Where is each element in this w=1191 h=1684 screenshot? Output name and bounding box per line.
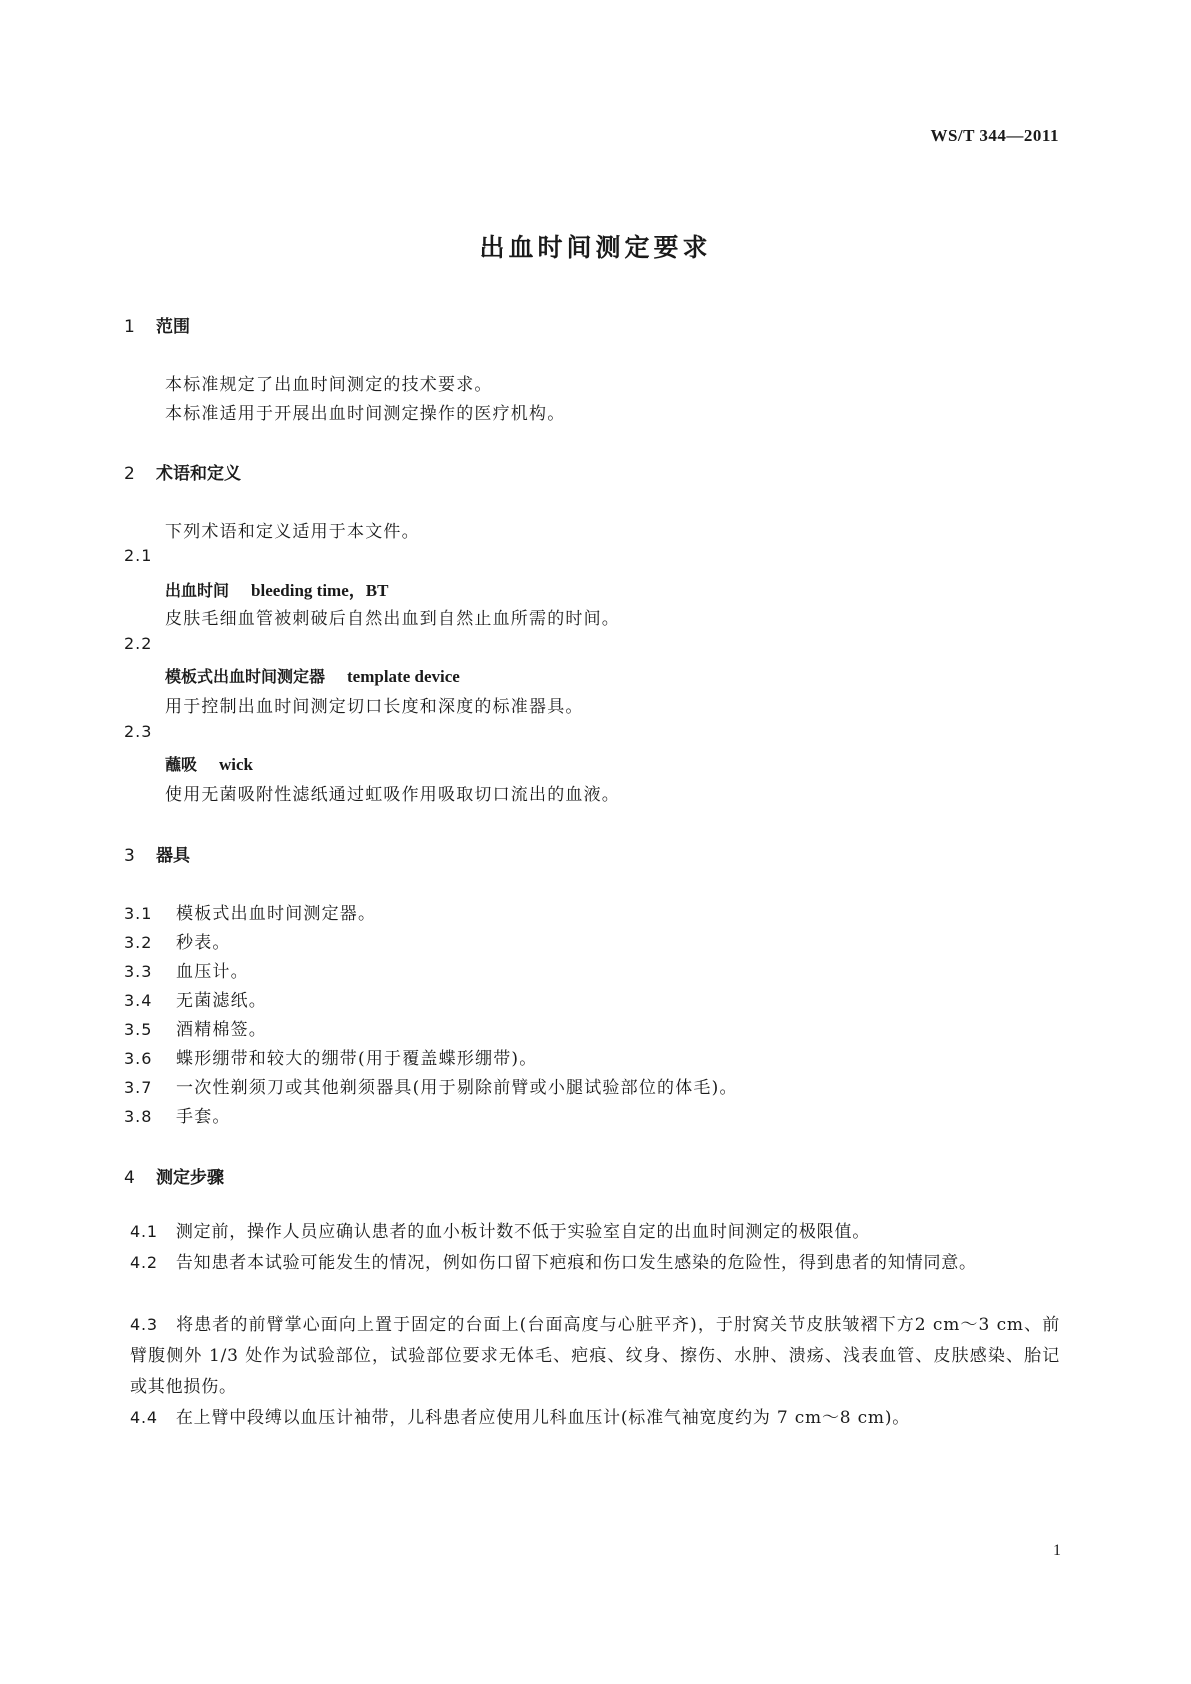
paragraph: 下列术语和定义适用于本文件。	[165, 522, 420, 542]
procedure-step	[130, 1402, 1060, 1434]
item-text: 酒精棉签。	[176, 1020, 267, 1040]
list-item	[124, 957, 249, 982]
term-zh: 模板式出血时间测定器	[165, 667, 326, 686]
paragraph: 本标准规定了出血时间测定的技术要求。	[165, 375, 493, 395]
section-4-heading	[124, 1163, 224, 1188]
item-number: 3.6	[124, 1049, 153, 1068]
section-title: 范围	[156, 317, 190, 337]
step-number: 4.3	[130, 1315, 158, 1334]
section-number: 3	[124, 846, 135, 866]
item-text: 手套。	[176, 1107, 231, 1127]
item-number: 3.3	[124, 962, 153, 981]
term-title	[165, 752, 253, 775]
term-zh: 出血时间	[165, 581, 230, 600]
procedure-step	[130, 1216, 1060, 1248]
list-item	[124, 1102, 231, 1127]
list-item	[124, 1044, 537, 1069]
step-number: 4.2	[130, 1253, 158, 1272]
section-title: 术语和定义	[156, 464, 241, 484]
section-number: 2	[124, 464, 135, 484]
section-1-heading	[124, 312, 190, 337]
paragraph: 本标准适用于开展出血时间测定操作的医疗机构。	[165, 404, 566, 424]
item-text: 无菌滤纸。	[176, 991, 267, 1011]
section-title: 器具	[156, 846, 190, 866]
step-text: 告知患者本试验可能发生的情况，例如伤口留下疤痕和伤口发生感染的危险性，得到患者的知情同意。	[175, 1253, 977, 1273]
list-item	[124, 1073, 738, 1098]
list-item	[124, 1015, 267, 1040]
list-item	[124, 899, 376, 924]
term-number: 2.2	[124, 634, 153, 653]
item-text: 模板式出血时间测定器。	[176, 904, 377, 924]
item-number: 3.4	[124, 991, 153, 1010]
term-title	[165, 576, 388, 601]
procedure-step	[130, 1247, 1060, 1279]
standard-number: WS/T 344—2011	[930, 126, 1059, 145]
step-number: 4.1	[130, 1222, 158, 1241]
section-2-heading	[124, 459, 241, 484]
step-text: 在上臂中段缚以血压计袖带，儿科患者应使用儿科血压计(标准气袖宽度约为 7 cm～8 cm)。	[175, 1408, 911, 1428]
step-text: 将患者的前臂掌心面向上置于固定的台面上(台面高度与心脏平齐)，于肘窝关节皮肤皱褶下方2 cm～3 cm、前臂腹侧外 1/3 处作为试验部位，试验部位要求无体毛、疤痕、纹身、擦伤、水肿、溃疡、浅表血管、皮肤感染、胎记或其他损伤。	[130, 1315, 1060, 1397]
step-number: 4.4	[130, 1408, 158, 1427]
step-text: 测定前，操作人员应确认患者的血小板计数不低于实验室自定的出血时间测定的极限值。	[175, 1222, 871, 1242]
item-number: 3.8	[124, 1107, 153, 1126]
term-definition: 皮肤毛细血管被刺破后自然出血到自然止血所需的时间。	[165, 609, 620, 629]
item-number: 3.2	[124, 933, 153, 952]
procedure-step	[130, 1309, 1060, 1403]
item-text: 秒表。	[176, 933, 231, 953]
term-title	[165, 664, 460, 687]
item-text: 血压计。	[176, 962, 249, 982]
term-definition: 使用无菌吸附性滤纸通过虹吸作用吸取切口流出的血液。	[165, 785, 620, 805]
item-text: 一次性剃须刀或其他剃须器具(用于剔除前臂或小腿试验部位的体毛)。	[176, 1078, 738, 1098]
section-number: 1	[124, 317, 135, 337]
term-en: wick	[219, 755, 254, 774]
list-item	[124, 986, 267, 1011]
section-title: 测定步骤	[156, 1168, 224, 1188]
term-en: template device	[347, 667, 460, 686]
term-number: 2.1	[124, 546, 153, 565]
term-definition: 用于控制出血时间测定切口长度和深度的标准器具。	[165, 697, 584, 717]
page-title: 出血时间测定要求	[479, 233, 712, 262]
term-en: bleeding time，BT	[251, 581, 389, 600]
item-number: 3.7	[124, 1078, 153, 1097]
item-text: 蝶形绷带和较大的绷带(用于覆盖蝶形绷带)。	[176, 1049, 538, 1069]
page-number: 1	[1053, 1542, 1061, 1559]
section-number: 4	[124, 1168, 135, 1188]
section-3-heading	[124, 841, 190, 866]
item-number: 3.1	[124, 904, 153, 923]
term-zh: 蘸吸	[165, 755, 198, 774]
term-number: 2.3	[124, 722, 153, 741]
list-item	[124, 928, 231, 953]
item-number: 3.5	[124, 1020, 153, 1039]
